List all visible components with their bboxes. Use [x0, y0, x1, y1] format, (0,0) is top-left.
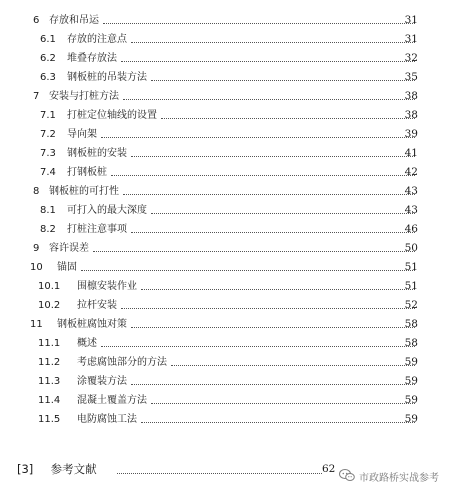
toc-entry-title: 拉杆安装 — [77, 296, 119, 315]
toc-entry-title: 涂覆装方法 — [77, 372, 129, 391]
toc-entry[interactable] — [0, 220, 449, 239]
toc-entry-title: 安装与打桩方法 — [49, 87, 121, 106]
toc-entry-title: 打桩定位轴线的设置 — [67, 106, 159, 125]
toc-entry-number: 11.4 — [38, 395, 61, 406]
toc-entry-number: 6.3 — [40, 72, 56, 83]
toc-leader — [123, 194, 415, 195]
toc-entry-page: 59 — [404, 413, 418, 425]
toc-entry-title: 钢板桩的吊装方法 — [67, 68, 149, 87]
toc-entry-number: 11.2 — [38, 357, 61, 368]
toc-entry-number: 10.1 — [38, 281, 61, 292]
wechat-icon — [339, 467, 355, 486]
toc-entry-page: 42 — [404, 166, 418, 178]
toc-entry-number: 8.2 — [40, 224, 56, 235]
toc-entry[interactable] — [0, 87, 449, 106]
toc-entry-page: 35 — [404, 71, 418, 83]
reference-number: [3] — [17, 462, 34, 476]
toc-leader — [131, 384, 415, 385]
toc-entry-number: 11.3 — [38, 376, 61, 387]
toc-entry-page: 38 — [404, 90, 418, 102]
toc-entry-title: 混凝土覆盖方法 — [77, 391, 149, 410]
toc-entry[interactable] — [0, 296, 449, 315]
toc-entry-title: 围檩安装作业 — [77, 277, 139, 296]
reference-title: 参考文献 — [50, 462, 97, 476]
toc-entry[interactable] — [0, 201, 449, 220]
toc-entry-number: 10 — [30, 262, 43, 273]
reference-entry[interactable] — [17, 458, 97, 480]
toc-leader — [101, 346, 415, 347]
toc-entry-page: 41 — [404, 147, 418, 159]
toc-entry-page: 52 — [404, 299, 418, 311]
toc-entry[interactable] — [0, 144, 449, 163]
toc-leader — [121, 61, 415, 62]
toc-leader — [101, 137, 415, 138]
toc-entry[interactable] — [0, 315, 449, 334]
toc-entry-number: 11.5 — [38, 414, 61, 425]
toc-entry-title: 容许误差 — [49, 239, 91, 258]
toc-entry-number: 7.1 — [40, 110, 56, 121]
toc-entry-page: 59 — [404, 375, 418, 387]
toc-entry[interactable] — [0, 49, 449, 68]
toc-entry[interactable] — [0, 391, 449, 410]
toc-entry-number: 7.4 — [40, 167, 56, 178]
toc-entry-number: 11 — [30, 319, 43, 330]
toc-leader — [141, 289, 415, 290]
toc-entry-page: 51 — [404, 280, 418, 292]
toc-entry-page: 43 — [404, 204, 418, 216]
toc-entry-number: 7 — [33, 91, 40, 102]
toc-leader — [171, 365, 415, 366]
toc-entry-title: 打桩注意事项 — [67, 220, 129, 239]
toc-entry[interactable] — [0, 410, 449, 429]
toc-entry-title: 存放和吊运 — [49, 11, 101, 30]
toc-leader — [141, 422, 415, 423]
toc-entry[interactable] — [0, 277, 449, 296]
toc-entry-number: 6.2 — [40, 53, 56, 64]
toc-entry[interactable] — [0, 372, 449, 391]
toc-entry[interactable] — [0, 258, 449, 277]
toc-leader — [81, 270, 415, 271]
toc-entry-number: 11.1 — [38, 338, 61, 349]
toc-entry[interactable] — [0, 182, 449, 201]
toc-entry-title: 钢板桩腐蚀对策 — [57, 315, 129, 334]
toc-entry-page: 38 — [404, 109, 418, 121]
table-of-contents — [0, 11, 449, 429]
toc-entry-number: 7.3 — [40, 148, 56, 159]
toc-entry-page: 46 — [404, 223, 418, 235]
toc-entry-title: 导向架 — [67, 125, 99, 144]
toc-leader — [93, 251, 415, 252]
toc-entry-title: 考虑腐蚀部分的方法 — [77, 353, 169, 372]
watermark-text: 市政路桥实战参考 — [359, 473, 439, 484]
toc-entry-number: 10.2 — [38, 300, 61, 311]
toc-entry-page: 43 — [404, 185, 418, 197]
toc-entry-title: 钢板桩的可打性 — [49, 182, 121, 201]
toc-entry-page: 31 — [404, 14, 418, 26]
toc-entry[interactable] — [0, 30, 449, 49]
toc-entry-title: 电防腐蚀工法 — [77, 410, 139, 429]
toc-entry-page: 59 — [404, 394, 418, 406]
toc-entry-number: 7.2 — [40, 129, 56, 140]
toc-entry-number: 6.1 — [40, 34, 56, 45]
toc-entry-page: 58 — [404, 318, 418, 330]
toc-entry-title: 堆叠存放法 — [67, 49, 119, 68]
toc-entry-title: 打钢板桩 — [67, 163, 109, 182]
reference-page-number: 62 — [322, 463, 336, 475]
toc-entry-page: 32 — [404, 52, 418, 64]
toc-entry-page: 39 — [404, 128, 418, 140]
toc-entry[interactable] — [0, 125, 449, 144]
toc-leader — [151, 213, 415, 214]
toc-leader — [103, 23, 415, 24]
toc-leader — [111, 175, 415, 176]
toc-entry-title: 钢板桩的安装 — [67, 144, 129, 163]
toc-entry[interactable] — [0, 334, 449, 353]
toc-entry-number: 6 — [33, 15, 40, 26]
toc-entry[interactable] — [0, 11, 449, 30]
toc-leader — [161, 118, 415, 119]
toc-entry-number: 8 — [33, 186, 40, 197]
toc-entry-title: 锚固 — [57, 258, 79, 277]
toc-leader — [151, 80, 415, 81]
toc-entry-title: 概述 — [77, 334, 99, 353]
toc-entry[interactable] — [0, 353, 449, 372]
toc-leader — [121, 308, 415, 309]
toc-entry-number: 8.1 — [40, 205, 56, 216]
toc-entry[interactable] — [0, 106, 449, 125]
toc-leader — [131, 156, 415, 157]
toc-leader — [151, 403, 415, 404]
toc-leader — [131, 42, 415, 43]
toc-entry-page: 59 — [404, 356, 418, 368]
toc-entry-title: 存放的注意点 — [67, 30, 129, 49]
toc-entry-page: 31 — [404, 33, 418, 45]
toc-entry-page: 58 — [404, 337, 418, 349]
toc-leader — [123, 99, 415, 100]
toc-entry[interactable] — [0, 239, 449, 258]
toc-entry-number: 9 — [33, 243, 40, 254]
toc-leader — [131, 232, 415, 233]
toc-leader — [131, 327, 415, 328]
toc-entry[interactable] — [0, 68, 449, 87]
toc-entry-page: 50 — [404, 242, 418, 254]
toc-entry[interactable] — [0, 163, 449, 182]
watermark — [339, 467, 439, 486]
toc-entry-title: 可打入的最大深度 — [67, 201, 149, 220]
reference-leader — [117, 473, 322, 474]
toc-entry-page: 51 — [404, 261, 418, 273]
